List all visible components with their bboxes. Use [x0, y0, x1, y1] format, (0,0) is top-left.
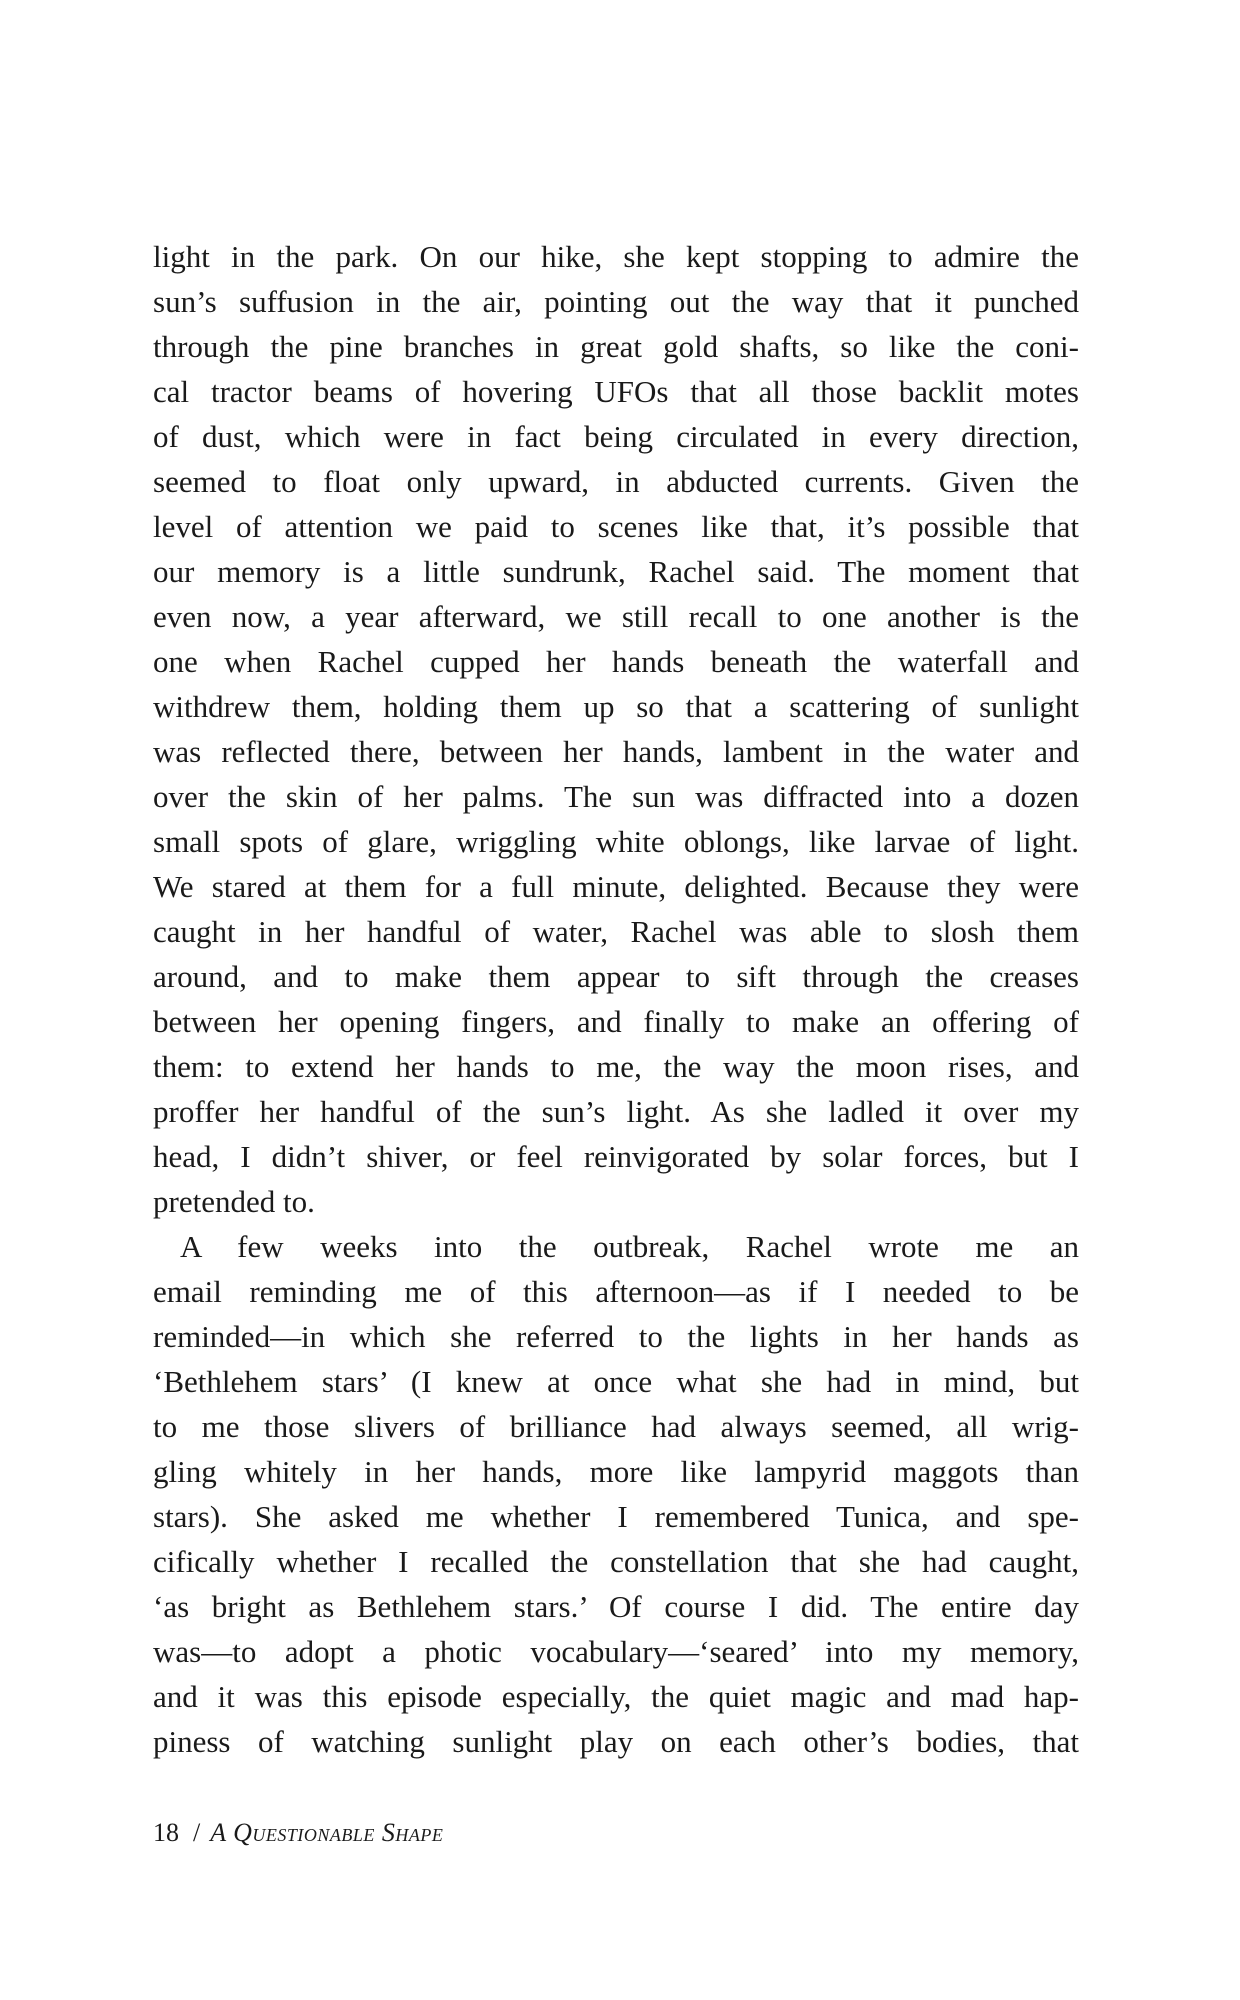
text-line: ‘as bright as Bethlehem stars.’ Of course I did. The entire day	[153, 1589, 1079, 1624]
page-number: 18	[153, 1818, 179, 1847]
text-line: one when Rachel cupped her hands beneath the waterfall and	[153, 644, 1079, 679]
text-line: to me those slivers of brilliance had always seemed, all wrig-	[153, 1409, 1079, 1444]
text-line: caught in her handful of water, Rachel was able to slosh them	[153, 914, 1079, 949]
text-line: piness of watching sunlight play on each other’s bodies, that	[153, 1724, 1079, 1759]
text-line: head, I didn’t shiver, or feel reinvigorated by solar forces, but I	[153, 1139, 1079, 1174]
text-line: of dust, which were in fact being circulated in every direction,	[153, 419, 1079, 454]
text-line: light in the park. On our hike, she kept stopping to admire the	[153, 239, 1079, 274]
text-line: level of attention we paid to scenes like that, it’s possible that	[153, 509, 1079, 544]
text-line: between her opening fingers, and finally to make an offering of	[153, 1004, 1079, 1039]
text-line: sun’s suffusion in the air, pointing out the way that it punched	[153, 284, 1079, 319]
text-line: even now, a year afterward, we still recall to one another is the	[153, 599, 1079, 634]
running-title: A Questionable Shape	[210, 1818, 444, 1847]
text-line: around, and to make them appear to sift through the creases	[153, 959, 1079, 994]
text-line: them: to extend her hands to me, the way the moon rises, and	[153, 1049, 1079, 1084]
text-line: ‘Bethlehem stars’ (I knew at once what she had in mind, but	[153, 1364, 1079, 1399]
text-line: We stared at them for a full minute, delighted. Because they were	[153, 869, 1079, 904]
page-footer	[153, 1818, 443, 1848]
text-line-paragraph-end: pretended to.	[153, 1184, 315, 1219]
text-line: and it was this episode especially, the quiet magic and mad hap-	[153, 1679, 1079, 1714]
text-line: gling whitely in her hands, more like lampyrid maggots than	[153, 1454, 1079, 1489]
text-line: proffer her handful of the sun’s light. As she ladled it over my	[153, 1094, 1079, 1129]
text-line: was—to adopt a photic vocabulary—‘seared’ into my memory,	[153, 1634, 1079, 1669]
text-line: reminded—in which she referred to the lights in her hands as	[153, 1319, 1079, 1354]
text-line-paragraph-start: A few weeks into the outbreak, Rachel wrote me an	[180, 1229, 1079, 1264]
footer-separator: /	[193, 1818, 201, 1847]
text-line: cifically whether I recalled the constellation that she had caught,	[153, 1544, 1079, 1579]
text-line: stars). She asked me whether I remembered Tunica, and spe-	[153, 1499, 1079, 1534]
text-line: email reminding me of this afternoon—as if I needed to be	[153, 1274, 1079, 1309]
text-line: seemed to float only upward, in abducted currents. Given the	[153, 464, 1079, 499]
text-line: through the pine branches in great gold shafts, so like the coni-	[153, 329, 1079, 364]
body-text	[153, 234, 1079, 1764]
text-line: withdrew them, holding them up so that a scattering of sunlight	[153, 689, 1079, 724]
text-line: our memory is a little sundrunk, Rachel said. The moment that	[153, 554, 1079, 589]
text-line: small spots of glare, wriggling white oblongs, like larvae of light.	[153, 824, 1079, 859]
text-line: cal tractor beams of hovering UFOs that all those backlit motes	[153, 374, 1079, 409]
text-line: was reflected there, between her hands, lambent in the water and	[153, 734, 1079, 769]
text-line: over the skin of her palms. The sun was diffracted into a dozen	[153, 779, 1079, 814]
